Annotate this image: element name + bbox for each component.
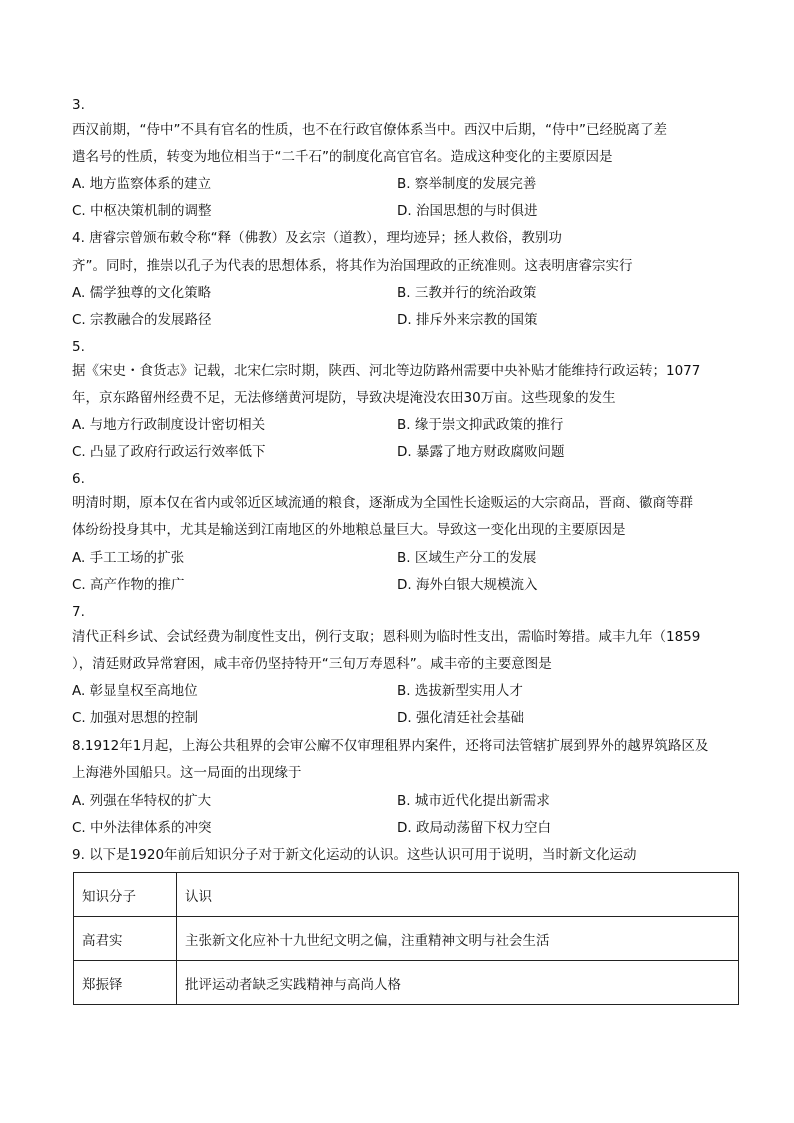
question-7-option-a: A. 彰显皇权至高地位 [72,683,198,699]
question-4-option-d: D. 排斥外来宗教的国策 [397,312,538,328]
question-5-option-b: B. 缘于崇文抑武政策的推行 [397,417,564,433]
question-3-number: 3. [72,97,85,113]
table-row [74,961,739,1005]
table-cell-name: 高君实 [74,917,177,961]
question-4-stem-line-2: 齐”。同时，推崇以孔子为代表的思想体系，将其作为治国理政的正统准则。这表明唐睿宗实行 [72,258,633,274]
question-3-stem-line-1: 西汉前期，“侍中”不具有官名的性质，也不在行政官僚体系当中。西汉中后期，“侍中”已经脱离了差 [72,122,667,138]
question-3-option-d: D. 治国思想的与时俱进 [397,203,538,219]
question-7-option-b: B. 选拔新型实用人才 [397,683,523,699]
question-3-option-b: B. 察举制度的发展完善 [397,176,537,192]
question-6-number: 6. [72,471,85,487]
question-8-stem-line-2: 上海港外国船只。这一局面的出现缘于 [72,765,302,781]
question-8-option-b: B. 城市近代化提出新需求 [397,793,550,809]
table-header-intellectual: 知识分子 [74,873,177,917]
question-3-option-a: A. 地方监察体系的建立 [72,176,212,192]
question-6-stem-line-1: 明清时期，原本仅在省内或邻近区域流通的粮食，逐渐成为全国性长途贩运的大宗商品，晋商、徽商等群 [72,495,693,511]
question-3-option-c: C. 中枢决策机制的调整 [72,203,212,219]
question-8-stem-line-1: 8.1912年1月起，上海公共租界的会审公廨不仅审理租界内案件，还将司法管辖扩展到界外的越界筑路区及 [72,738,709,754]
question-9-stem: 9. 以下是1920年前后知识分子对于新文化运动的认识。这些认识可用于说明，当时新文化运动 [72,847,637,863]
question-6-stem-line-2: 体纷纷投身其中，尤其是输送到江南地区的外地粮总量巨大。导致这一变化出现的主要原因是 [72,522,626,538]
question-6-option-c: C. 高产作物的推广 [72,577,185,593]
question-5-number: 5. [72,339,85,355]
question-5-option-d: D. 暴露了地方财政腐败问题 [397,444,565,460]
table-row [74,917,739,961]
question-7-number: 7. [72,604,85,620]
table-cell-view: 批评运动者缺乏实践精神与高尚人格 [177,961,739,1005]
knowledge-table [73,872,739,1005]
question-8-option-c: C. 中外法律体系的冲突 [72,820,212,836]
question-4-stem-line-1: 4. 唐睿宗曾颁布敕令称“释（佛教）及玄宗（道教），理均迹异；拯人救俗，教别功 [72,230,562,246]
question-4-option-c: C. 宗教融合的发展路径 [72,312,212,328]
question-7-option-c: C. 加强对思想的控制 [72,710,199,726]
question-3-stem-line-2: 遣名号的性质，转变为地位相当于“二千石”的制度化高官官名。造成这种变化的主要原因是 [72,149,613,165]
question-8-option-a: A. 列强在华特权的扩大 [72,793,212,809]
table-cell-name: 郑振铎 [74,961,177,1005]
question-5-stem-line-2: 年，京东路留州经费不足，无法修缮黄河堤防，导致决堤淹没农田30万亩。这些现象的发生 [72,390,616,406]
question-5-option-c: C. 凸显了政府行政运行效率低下 [72,444,266,460]
question-7-stem-line-2: ），清廷财政异常窘困，咸丰帝仍坚持特开“三旬万寿恩科”。咸丰帝的主要意图是 [72,656,552,672]
question-6-option-b: B. 区域生产分工的发展 [397,550,537,566]
question-7-stem-line-1: 清代正科乡试、会试经费为制度性支出，例行支取；恩科则为临时性支出，需临时筹措。咸丰九年（1859 [72,629,701,645]
question-5-stem-line-1: 据《宋史・食货志》记载，北宋仁宗时期，陕西、河北等边防路州需要中央补贴才能维持行政运转；1077 [72,363,701,379]
question-4-option-a: A. 儒学独尊的文化策略 [72,285,212,301]
table-cell-view: 主张新文化应补十九世纪文明之偏，注重精神文明与社会生活 [177,917,739,961]
question-5-option-a: A. 与地方行政制度设计密切相关 [72,417,266,433]
question-6-option-d: D. 海外白银大规模流入 [397,577,538,593]
question-7-option-d: D. 强化清廷社会基础 [397,710,524,726]
question-8-option-d: D. 政局动荡留下权力空白 [397,820,551,836]
table-header-view: 认识 [177,873,739,917]
table-header-row [74,873,739,917]
question-6-option-a: A. 手工工场的扩张 [72,550,185,566]
question-4-option-b: B. 三教并行的统治政策 [397,285,537,301]
